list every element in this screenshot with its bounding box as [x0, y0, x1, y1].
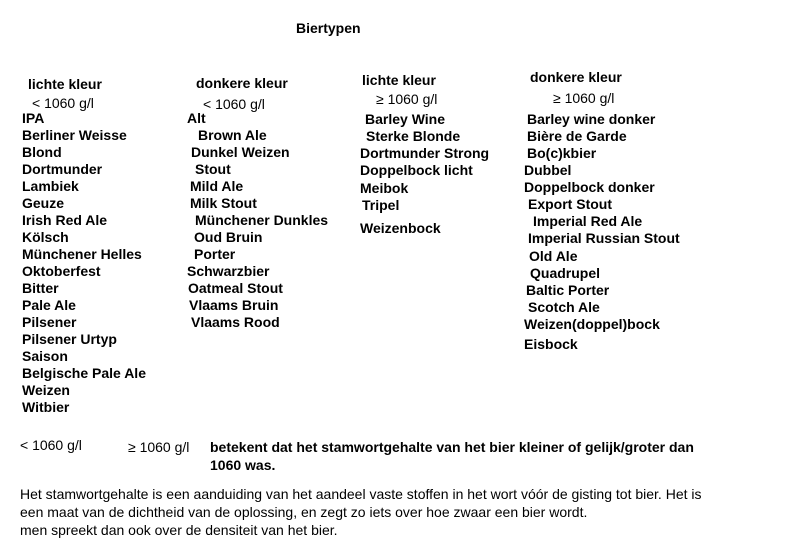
beer-type-item: Dunkel Weizen [191, 144, 290, 160]
paragraph-line-3: men spreekt dan ook over de densiteit van het bier. [20, 522, 338, 538]
column-4-list [524, 111, 680, 353]
beer-type-item: Barley wine donker [527, 111, 656, 127]
beer-type-item: Scotch Ale [528, 299, 600, 315]
column-4-heading: donkere kleur [530, 69, 622, 85]
beer-type-item: Münchener Dunkles [195, 212, 329, 228]
beer-type-item: Oktoberfest [22, 263, 101, 279]
beer-type-item: Brown Ale [198, 127, 267, 143]
column-3-density: ≥ 1060 g/l [376, 91, 438, 107]
beer-type-item: Barley Wine [365, 111, 446, 127]
beer-type-item: Weizenbock [360, 220, 441, 236]
beer-type-item: Schwarzbier [187, 263, 270, 279]
beer-type-item: Blond [22, 144, 62, 160]
beer-type-item: Quadrupel [530, 265, 601, 281]
legend-symbol-lt: < 1060 g/l [20, 437, 82, 453]
beer-type-item: Irish Red Ale [22, 212, 108, 228]
beer-type-item: Oud Bruin [194, 229, 263, 245]
beer-type-item: Kölsch [22, 229, 69, 245]
page-title: Biertypen [296, 20, 361, 36]
column-2-density: < 1060 g/l [203, 96, 265, 112]
beer-type-item: Witbier [22, 399, 70, 415]
paragraph-line-1: Het stamwortgehalte is een aanduiding van het aandeel vaste stoffen in het wort vóór de gisting tot bier. Het is [20, 486, 702, 502]
column-2-list [187, 110, 328, 331]
beer-type-item: Vlaams Rood [191, 314, 280, 330]
beer-type-item: Stout [195, 161, 231, 177]
beer-type-item: Export Stout [528, 196, 612, 212]
beer-type-item: Baltic Porter [526, 282, 610, 298]
beer-type-item: Vlaams Bruin [189, 297, 279, 313]
beer-type-item: Old Ale [529, 248, 578, 264]
beer-type-item: Porter [194, 246, 236, 262]
column-3-list [360, 111, 489, 237]
beer-type-item: Berliner Weisse [22, 127, 127, 143]
beer-type-item: Bo(c)kbier [527, 145, 597, 161]
beer-type-item: Bitter [22, 280, 59, 296]
beer-type-item: Doppelbock donker [524, 179, 655, 195]
beer-type-item: Pilsener [22, 314, 77, 330]
column-4-density: ≥ 1060 g/l [553, 90, 615, 106]
beer-type-item: Münchener Helles [22, 246, 142, 262]
column-1-list [22, 110, 146, 416]
beer-type-item: Pale Ale [22, 297, 76, 313]
legend-meaning-line-1: betekent dat het stamwortgehalte van het bier kleiner of gelijk/groter dan [210, 439, 694, 455]
beer-type-item: Weizen [22, 382, 70, 398]
beer-type-item: Mild Ale [190, 178, 244, 194]
beer-type-item: Geuze [22, 195, 65, 211]
beer-type-item: Bière de Garde [527, 128, 627, 144]
beer-type-item: Weizen(doppel)bock [524, 316, 660, 332]
beer-type-item: Eisbock [524, 336, 578, 352]
column-1-heading: lichte kleur [28, 76, 102, 92]
beer-type-item: Belgische Pale Ale [22, 365, 146, 381]
beer-type-item: Dubbel [524, 162, 572, 178]
beer-type-item: Alt [187, 110, 206, 126]
beer-type-item: Imperial Russian Stout [528, 230, 680, 246]
beer-type-item: Tripel [362, 197, 400, 213]
beer-type-item: Oatmeal Stout [188, 280, 283, 296]
beer-type-item: Meibok [360, 180, 409, 196]
column-2-heading: donkere kleur [196, 75, 288, 91]
legend-symbol-ge: ≥ 1060 g/l [128, 439, 190, 455]
beer-type-item: Lambiek [22, 178, 79, 194]
column-3-heading: lichte kleur [362, 72, 436, 88]
beer-type-item: Doppelbock licht [360, 162, 473, 178]
column-1-density: < 1060 g/l [32, 95, 94, 111]
beer-type-item: Dortmunder Strong [360, 145, 490, 161]
beer-type-item: Imperial Red Ale [533, 213, 643, 229]
beer-type-item: IPA [22, 110, 45, 126]
beer-type-item: Saison [22, 348, 68, 364]
beer-type-item: Sterke Blonde [366, 128, 461, 144]
beer-type-item: Pilsener Urtyp [22, 331, 117, 347]
paragraph-line-2: een maat van de dichtheid van de oplossing, en zegt zo iets over hoe zwaar een bier wordt. [20, 504, 588, 520]
legend-meaning-line-2: 1060 was. [210, 457, 276, 473]
beer-type-item: Dortmunder [22, 161, 103, 177]
beer-type-item: Milk Stout [190, 195, 257, 211]
